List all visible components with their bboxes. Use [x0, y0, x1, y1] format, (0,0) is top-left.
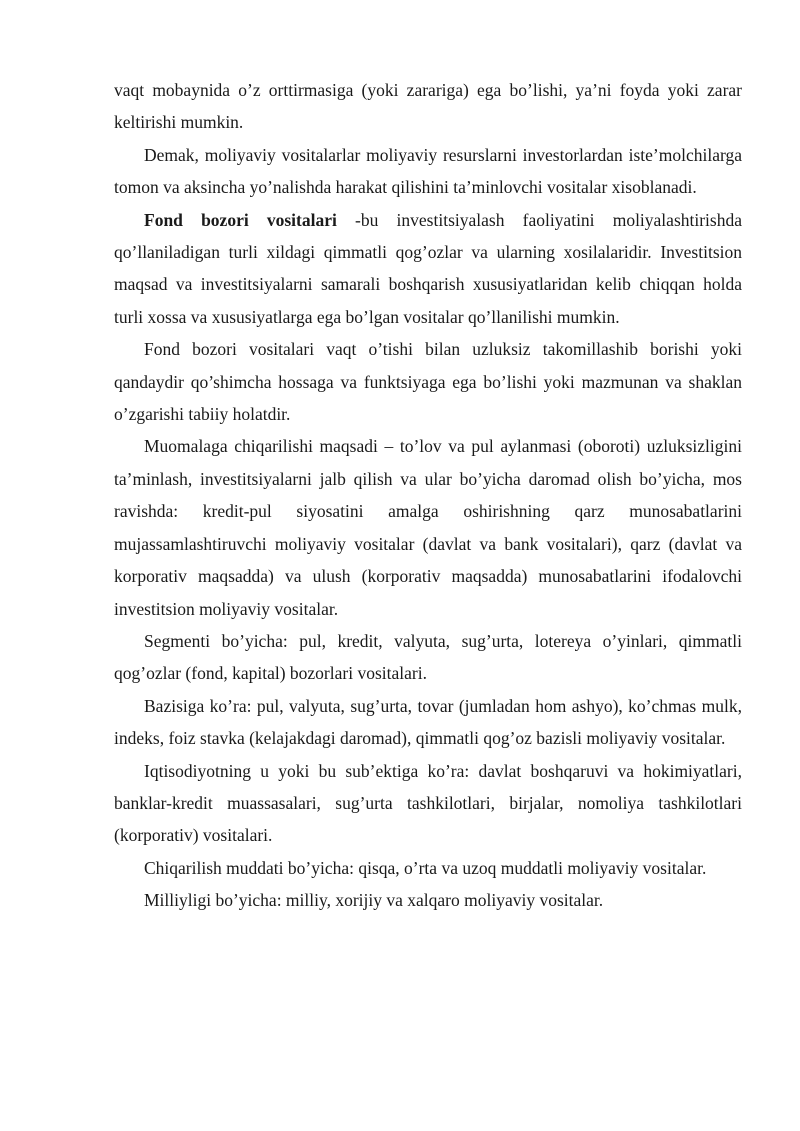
term-heading: Fond bozori vositalari: [144, 209, 337, 230]
paragraph-milliyligi: [114, 884, 742, 916]
paragraph-text: vaqt mobaynida o’z orttirmasiga (yoki zarariga) ega bo’lishi, ya’ni foyda yoki zarar keltirishi mumkin.: [114, 80, 742, 133]
paragraph-continuation: [114, 74, 742, 139]
paragraph-text: Iqtisodiyotning u yoki bu sub’ektiga ko’ra: davlat boshqaruvi va hokimiyatlari, banklar-kredit muassasalari, sug’urta tashkilotlari, birjalar, nomoliya tashkilotlari (korporativ) vositalari.: [114, 760, 742, 846]
paragraph-fond-bozori-definition: [114, 204, 742, 334]
paragraph-iqtisodiyot: [114, 755, 742, 852]
paragraph-text: Muomalaga chiqarilishi maqsadi – to’lov va pul aylanmasi (oboroti) uzluksizligini ta’minlash, investitsiyalarni jalb qilish va ular bo’yicha daromad olish bo’yicha, mos ravishda: kredit-pul siyosatini amalga oshirishning qarz munosabatlarini mujassamlashtiruvchi moliyaviy vositalar (davlat va bank vositalari), qarz (davlat va korporativ maqsadda) va ulush (korporativ maqsadda) munosabatlarini ifodalovchi investitsion moliyaviy vositalar.: [114, 436, 742, 619]
paragraph-demak: [114, 139, 742, 204]
paragraph-text: Bazisiga ko’ra: pul, valyuta, sug’urta, tovar (jumladan hom ashyo), ko’chmas mulk, indeks, foiz stavka (kelajakdagi daromad), qimmatli qog’oz bazisli moliyaviy vositalar.: [114, 695, 742, 749]
paragraph-text: Fond bozori vositalari vaqt o’tishi bilan uzluksiz takomillashib borishi yoki qandaydir qo’shimcha hossaga va funktsiyaga ega bo’lishi yoki mazmunan va shaklan o’zgarishi tabiiy holatdir.: [114, 339, 742, 425]
paragraph-bazisiga: [114, 690, 742, 755]
paragraph-muomalaga: [114, 430, 742, 624]
paragraph-chiqarilish: [114, 852, 742, 884]
paragraph-text: Segmenti bo’yicha: pul, kredit, valyuta, sug’urta, lotereya o’yinlari, qimmatli qog’ozlar (fond, kapital) bozorlari vositalari.: [114, 630, 742, 684]
paragraph-text: Chiqarilish muddati bo’yicha: qisqa, o’rta va uzoq muddatli moliyaviy vositalar.: [144, 857, 707, 878]
paragraph-fond-bozori-evolution: [114, 333, 742, 430]
document-page: [114, 74, 742, 917]
paragraph-text: Demak, moliyaviy vositalarlar moliyaviy resurslarni investorlardan iste’molchilarga tomon va aksincha yo’nalishda harakat qilishini ta’minlovchi vositalar xisoblanadi.: [114, 144, 742, 198]
paragraph-text: Milliyligi bo’yicha: milliy, xorijiy va xalqaro moliyaviy vositalar.: [144, 890, 604, 911]
paragraph-segmenti: [114, 625, 742, 690]
paragraph-text: -bu investitsiyalash faoliyatini moliyalashtirishda qo’llaniladigan turli xildagi qimmatli qog’ozlar va ularning xosilalaridir. Investitsion maqsad va investitsiyalarni samarali boshqarish xususiyatlaridan kelib chiqqan holda turli xossa va xususiyatlarga ega bo’lgan vositalar qo’llanilishi mumkin.: [114, 209, 742, 327]
